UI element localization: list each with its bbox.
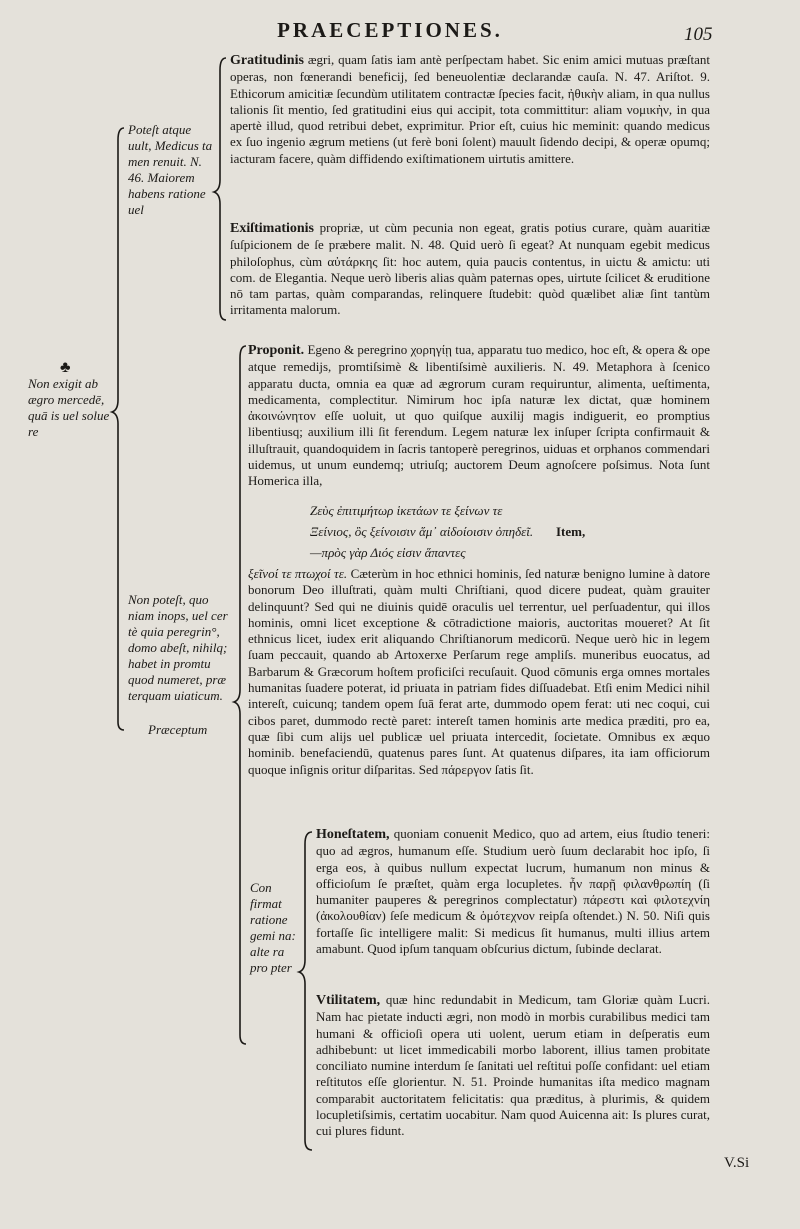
sidebar-main-heading: Non exigit ab ægro mercedē, quā is uel solue re <box>28 376 110 439</box>
lead-word: Vtilitatem, <box>316 993 381 1008</box>
lead-word: Gratitudinis <box>230 53 304 68</box>
sidebar-non-potest: Non poteſt, quo niam inops, uel cer tè quia peregrin°, domo abeſt, nihilq; habet in promtu quod numeret, præ terquam uiaticum. <box>128 592 228 703</box>
paragraph-text: propriæ, ut cùm pecunia non egeat, gratis potius curare, quàm auaritiæ ſuſpicionem de ſe præbere malit. N. 48. Quid uerò ſi egeat? At nunquam egebit medicus philoſophus, cùm αὐτάρκης ſit: hoc autem, quia paucis contentus, in uictu & amictu: uti com. de Elegantia. Neque uerò liberis alias quàm paternas opes, uirtute ſcilicet & eruditione nō tam partas, quàm comparandas, relinquere ſtudebit: quòd quælibet aliæ ſint tantùm irritamenta malorum. <box>230 220 710 318</box>
sidebar-confirmat: Con firmat ratione gemi na: alte ra pro pter <box>250 880 296 975</box>
paragraph-utilitatem <box>316 992 710 1140</box>
greek-verse-1: Ζεὺς ἐπιτιμήτωρ ἱκετάων τε ξείνων τε <box>310 503 503 518</box>
running-title: PRAECEPTIONES. <box>277 18 503 42</box>
sidebar-potest: Poteſt atque uult, Medicus ta men renuit. N. 46. Maiorem habens ratione uel <box>128 122 213 217</box>
paragraph-text: Cæterùm in hoc ethnici hominis, ſed naturæ benigno lumine à datore bonorum Deo illuſtrati, quàm multi Chriſtiani, quod dicere pudeat, quàm grauiter delinquunt? Sed qui ne diuinis quidē oraculis uel terrentur, uel perſuadentur, qui illos hominis, omni licet exceptione & cōtradictione maioris, auctoritas moueret? At ſit ethnicus licet, iudex erit aliquando Chriſtianorum medicorū. Neque uerò hic in legem ſuam peccauit, quando ab Artoxerxe Perſarum rege ampliſs. muneribus euocatus, ad Barbarum & Græcorum hoſtem proficiſci recuſauit. Quod cōmunis erga omnes mortales humanitas ſuadere poterat, id priuata in patriam fides diſſuadebat. Etſi enim Medici nihil intereſt, cuicunq; tandem opem ſuā ferat arte, dummodo opem ferat: uti nec coqui, cui cibos paret, dummodo rectè paret: intereſt tamen hominis arte medica præditi, pro ea, quæ ſibi cum alijs uel publicæ uel priuata intercedit, ſocietate. Omnibus ex æquo hominib. benefaciendū, quatenus pares ſunt. At quatenus diſpares, ita iam officiorum quoque inſignis oritur diſparitas. Sed πάρεργον ſatis ſit. <box>248 566 710 777</box>
paragraph-text: quoniam conuenit Medico, quo ad artem, eius ſtudio teneri: quo ad ægros, humanum eſſe. Studium uerò ſuum declarabit hoc ipſo, ſi erga eos, à quibus nullum expectat lucrum, humanum non minus & officioſum ſe præſtet, quàm erga locupletes. ἦν παρῇ φιλανθρωπίη (ſi humaniter pauperes & peregrinos complectatur) πάρεστι καὶ φιλοτεχνίη (ἀκολουθίαν) ſeſe medicum & ὁμότεχνον reipſa oſtendet.) N. 50. Niſi quis fortaſſe ſic intelligere malit: Si medicus ſit humanus, multi illius artem amabunt. Quod ipſum tanquam obſcurius dictum, ſubinde declarat. <box>316 826 710 957</box>
paragraph-existimationis <box>230 220 710 319</box>
paragraph-text: quæ hinc redundabit in Medicum, tam Gloriæ quàm Lucri. Nam hac pietate inducti ægri, non modò in morbis curabilibus medici tam humani & officioſi opera uti uolent, uerum etiam in deſperatis eum adhibebunt: ut licet immedicabili morbo laborent, illius tamen probitate conciliato numine interdum ſe ſanitati uel reſtitui poſſe confidant: uel etiam reſtitutos eſſe glorientur. N. 51. Proinde humanitas iſta medico magnam comparabit auctoritatem felicitatis: qua præditus, à plurimis, & quidem locupletiſsimis, certatim uocabitur. Nam quod Auicenna ait: Is plures curat, cui plures fidunt. <box>316 992 710 1139</box>
paragraph-proponit <box>248 342 710 490</box>
paragraph-text: ægri, quam ſatis iam antè perſpectam habet. Sic enim amici mutuas præſtant operas, non fœnerandi beneficij, ſed beneuolentiæ declarandæ cauſa. N. 47. Ariſtot. 9. Ethicorum amicitiæ ſecundùm utilitatem contractæ ſpecies facit, ἠθικὴν aliam, in qua nullus talionis ſit mentio, ſed gratitudini eius qui accipit, tota committitur: aliam νομικὴν, in qua apertè illud, quod retribui debet, exprimitur. Prior eſt, cuius hic meminit: quando medicus ex ſuo ingenio ægrum metiens (ut ferè boni ſolent) mauult ſidendo decipi, & operæ opumq; iacturam facere, quàm diffidendo exiſtimationem uirtutis amittere. <box>230 52 710 166</box>
greek-verse-2: Ξείνιος, ὃς ξείνοισιν ἅμ᾽ αἰδοίοισιν ὀπηδεῖ. <box>310 524 534 539</box>
ornament-mark: ♣ <box>60 359 71 376</box>
lead-word: Proponit. <box>248 343 305 358</box>
brace-confirmat <box>299 832 312 1150</box>
greek-verse-3: —πρὸς γὰρ Διός εἰσιν ἅπαντες <box>310 545 466 560</box>
paragraph-gratitudinis <box>230 52 710 167</box>
lead-word: Exiſtimationis <box>230 221 315 236</box>
greek-verse-4: ξεῖνοί τε πτωχοί τε. <box>248 566 348 581</box>
paragraph-honestatem <box>316 826 710 957</box>
item-word: Item, <box>556 524 586 539</box>
lead-word: Honeſtatem, <box>316 827 390 842</box>
brace-main <box>112 128 124 730</box>
paragraph-proponit-cont <box>248 566 710 778</box>
catchword: V.Si <box>724 1155 750 1171</box>
brace-potest <box>214 58 226 320</box>
sidebar-praeceptum: Præceptum <box>148 722 208 737</box>
paragraph-text: Egeno & peregrino χορηγίῃ tua, apparatu tuo medico, hoc eſt, & opera & ope atque remedijs, promtiſsimè & libentiſsimè auxilieris. N. 49. Metaphora à ſcenico apparatu ducta, omnia ea quæ ad ægrorum curam requiruntur, alimenta, ueſtimenta, medicamenta, complectitur. Nimirum hoc ipſa naturæ lex dictat, quæ hominem ἀκοινώνητον eſſe uoluit, ut quo quiſque auxilij magis indiguerit, eo promptius libentiusq; auxilium illi ſit ferendum. Legem naturæ lex inſuper ſcripta confirmauit & illuſtrauit, quandoquidem in ſacris tantoperè peregrinos, uiduas et orphanos commendari uidemus, ut unum eundemq; utriuſq; auctorem Deum agnoſcere poſsimus. Nota ſunt Homerica illa, <box>248 342 710 489</box>
page-number: 105 <box>684 24 713 45</box>
